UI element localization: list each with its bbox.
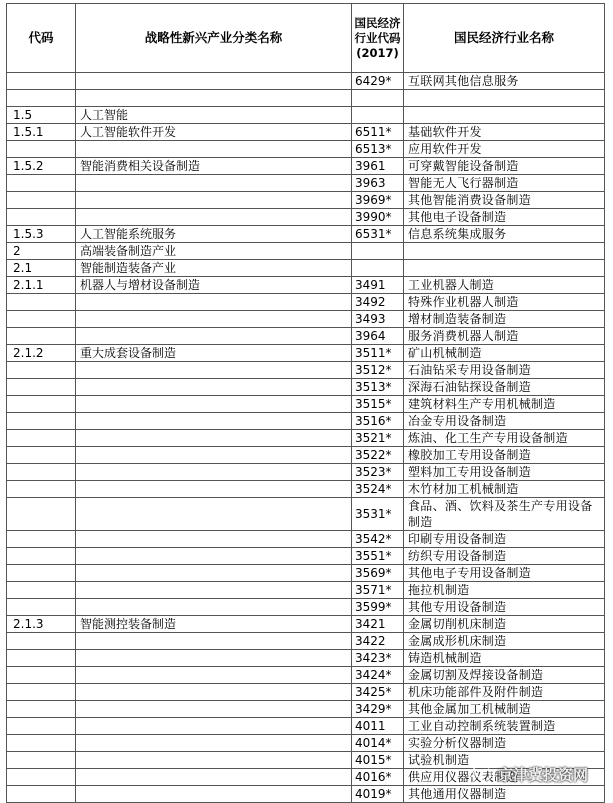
table-row <box>7 90 605 107</box>
row-code-cell: 1.5.2 <box>7 158 76 175</box>
row-code-cell <box>7 531 76 548</box>
row-code-cell <box>7 362 76 379</box>
table-row <box>7 277 605 294</box>
row-industry-name-cell: 印刷专用设备制造 <box>404 531 605 548</box>
row-industry-code-cell: 3531* <box>352 498 404 531</box>
row-code-cell <box>7 447 76 464</box>
row-category-name-cell: 高端装备制造产业 <box>76 243 352 260</box>
table-row <box>7 667 605 684</box>
row-industry-code-cell: 3990* <box>352 209 404 226</box>
row-industry-code-cell: 6531* <box>352 226 404 243</box>
row-industry-name-cell: 供应用仪器仪表制造 <box>404 769 605 786</box>
row-category-name-cell: 人工智能 <box>76 107 352 124</box>
row-category-name-cell <box>76 718 352 735</box>
row-category-name-cell: 重大成套设备制造 <box>76 345 352 362</box>
row-code-cell <box>7 379 76 396</box>
row-industry-code-cell: 3492 <box>352 294 404 311</box>
row-industry-code-cell: 3571* <box>352 582 404 599</box>
table-row <box>7 192 605 209</box>
row-category-name-cell <box>76 565 352 582</box>
row-industry-name-cell: 信息系统集成服务 <box>404 226 605 243</box>
row-code-cell <box>7 498 76 531</box>
row-industry-name-cell: 铸造机械制造 <box>404 650 605 667</box>
row-industry-code-cell: 3424* <box>352 667 404 684</box>
row-industry-name-cell: 深海石油钻探设备制造 <box>404 379 605 396</box>
row-category-name-cell <box>76 769 352 786</box>
row-code-cell <box>7 141 76 158</box>
table-row <box>7 175 605 192</box>
row-industry-code-cell: 3421 <box>352 616 404 633</box>
row-code-cell <box>7 73 76 90</box>
row-industry-code-cell: 3523* <box>352 464 404 481</box>
row-industry-name-cell: 实验分析仪器制造 <box>404 735 605 752</box>
table-row <box>7 684 605 701</box>
row-industry-code-cell: 3964 <box>352 328 404 345</box>
table-body <box>7 73 605 803</box>
row-category-name-cell <box>76 498 352 531</box>
row-category-name-cell <box>76 582 352 599</box>
row-code-cell <box>7 209 76 226</box>
table-row <box>7 311 605 328</box>
row-industry-code-cell: 3491 <box>352 277 404 294</box>
row-industry-code-cell: 4016* <box>352 769 404 786</box>
row-category-name-cell <box>76 548 352 565</box>
row-industry-name-cell: 工业自动控制系统装置制造 <box>404 718 605 735</box>
row-code-cell <box>7 769 76 786</box>
row-code-cell: 2.1.3 <box>7 616 76 633</box>
row-code-cell <box>7 718 76 735</box>
row-category-name-cell <box>76 73 352 90</box>
row-industry-code-cell: 3963 <box>352 175 404 192</box>
row-industry-name-cell: 工业机器人制造 <box>404 277 605 294</box>
row-code-cell <box>7 599 76 616</box>
row-industry-name-cell <box>404 107 605 124</box>
row-industry-code-cell: 3425* <box>352 684 404 701</box>
row-industry-code-cell: 6511* <box>352 124 404 141</box>
row-category-name-cell <box>76 599 352 616</box>
dotted-logo-icon <box>470 763 492 785</box>
header-industry-name: 国民经济行业名称 <box>404 4 605 73</box>
row-category-name-cell <box>76 735 352 752</box>
row-category-name-cell <box>76 141 352 158</box>
row-industry-code-cell: 3423* <box>352 650 404 667</box>
table-row <box>7 243 605 260</box>
table-row <box>7 531 605 548</box>
row-industry-code-cell: 3429* <box>352 701 404 718</box>
row-industry-code-cell: 3524* <box>352 481 404 498</box>
row-category-name-cell <box>76 362 352 379</box>
row-category-name-cell <box>76 531 352 548</box>
row-code-cell <box>7 294 76 311</box>
row-code-cell <box>7 548 76 565</box>
row-industry-code-cell: 3569* <box>352 565 404 582</box>
row-industry-name-cell: 拖拉机制造 <box>404 582 605 599</box>
row-industry-name-cell: 其他专用设备制造 <box>404 599 605 616</box>
row-industry-name-cell: 橡胶加工专用设备制造 <box>404 447 605 464</box>
row-code-cell <box>7 430 76 447</box>
row-industry-code-cell: 3521* <box>352 430 404 447</box>
table-row <box>7 548 605 565</box>
row-category-name-cell: 智能制造装备产业 <box>76 260 352 277</box>
row-category-name-cell: 机器人与增材设备制造 <box>76 277 352 294</box>
row-industry-code-cell: 3522* <box>352 447 404 464</box>
table-row <box>7 345 605 362</box>
row-category-name-cell <box>76 209 352 226</box>
row-industry-name-cell: 木竹材加工机械制造 <box>404 481 605 498</box>
table-row <box>7 633 605 650</box>
row-category-name-cell <box>76 311 352 328</box>
row-category-name-cell <box>76 447 352 464</box>
row-code-cell <box>7 90 76 107</box>
row-industry-code-cell <box>352 260 404 277</box>
row-category-name-cell <box>76 684 352 701</box>
row-industry-code-cell: 6429* <box>352 73 404 90</box>
row-category-name-cell <box>76 413 352 430</box>
row-industry-name-cell <box>404 260 605 277</box>
row-industry-code-cell: 3512* <box>352 362 404 379</box>
row-industry-code-cell: 3493 <box>352 311 404 328</box>
table-row <box>7 379 605 396</box>
row-code-cell <box>7 701 76 718</box>
table-row <box>7 650 605 667</box>
table-row <box>7 447 605 464</box>
row-category-name-cell <box>76 633 352 650</box>
row-code-cell <box>7 752 76 769</box>
row-industry-name-cell: 石油钻采专用设备制造 <box>404 362 605 379</box>
table-row <box>7 735 605 752</box>
watermark <box>470 760 588 788</box>
row-code-cell: 1.5 <box>7 107 76 124</box>
table-row <box>7 141 605 158</box>
row-industry-code-cell: 6513* <box>352 141 404 158</box>
row-industry-name-cell: 应用软件开发 <box>404 141 605 158</box>
row-code-cell <box>7 650 76 667</box>
table-row <box>7 413 605 430</box>
table-row <box>7 294 605 311</box>
row-industry-code-cell: 3516* <box>352 413 404 430</box>
row-category-name-cell <box>76 192 352 209</box>
row-category-name-cell: 人工智能软件开发 <box>76 124 352 141</box>
row-category-name-cell <box>76 379 352 396</box>
row-industry-code-cell: 3551* <box>352 548 404 565</box>
row-category-name-cell <box>76 294 352 311</box>
row-code-cell <box>7 464 76 481</box>
row-industry-name-cell: 金属切割及焊接设备制造 <box>404 667 605 684</box>
row-code-cell <box>7 582 76 599</box>
row-industry-code-cell <box>352 90 404 107</box>
row-industry-code-cell: 4019* <box>352 786 404 803</box>
row-industry-name-cell <box>404 243 605 260</box>
table-row <box>7 396 605 413</box>
table-row <box>7 158 605 175</box>
row-code-cell <box>7 481 76 498</box>
row-industry-code-cell: 3422 <box>352 633 404 650</box>
row-industry-code-cell: 3542* <box>352 531 404 548</box>
header-code: 代码 <box>7 4 76 73</box>
row-industry-name-cell: 塑料加工专用设备制造 <box>404 464 605 481</box>
row-code-cell <box>7 667 76 684</box>
row-industry-name-cell: 其他金属加工机械制造 <box>404 701 605 718</box>
row-industry-code-cell: 3513* <box>352 379 404 396</box>
row-code-cell <box>7 328 76 345</box>
table-row <box>7 599 605 616</box>
row-code-cell: 1.5.3 <box>7 226 76 243</box>
table-header-row <box>7 4 605 73</box>
table-row <box>7 209 605 226</box>
row-industry-name-cell: 特殊作业机器人制造 <box>404 294 605 311</box>
table-row <box>7 616 605 633</box>
table-row <box>7 124 605 141</box>
row-industry-name-cell: 其他智能消费设备制造 <box>404 192 605 209</box>
row-category-name-cell: 人工智能系统服务 <box>76 226 352 243</box>
watermark-text: 京津冀投资网 <box>498 765 589 784</box>
row-industry-name-cell: 矿山机械制造 <box>404 345 605 362</box>
row-category-name-cell <box>76 430 352 447</box>
row-code-cell <box>7 565 76 582</box>
row-category-name-cell <box>76 752 352 769</box>
row-industry-name-cell: 金属成形机床制造 <box>404 633 605 650</box>
row-industry-name-cell: 纺织专用设备制造 <box>404 548 605 565</box>
row-industry-name-cell <box>404 90 605 107</box>
table-row <box>7 464 605 481</box>
row-code-cell <box>7 633 76 650</box>
table-row <box>7 430 605 447</box>
row-code-cell <box>7 396 76 413</box>
row-industry-code-cell: 3599* <box>352 599 404 616</box>
row-category-name-cell <box>76 650 352 667</box>
row-industry-name-cell: 冶金专用设备制造 <box>404 413 605 430</box>
row-industry-code-cell: 3515* <box>352 396 404 413</box>
row-industry-name-cell: 基础软件开发 <box>404 124 605 141</box>
header-category-name: 战略性新兴产业分类名称 <box>76 4 352 73</box>
table-row <box>7 498 605 531</box>
row-category-name-cell <box>76 701 352 718</box>
row-industry-name-cell: 其他电子专用设备制造 <box>404 565 605 582</box>
row-category-name-cell <box>76 481 352 498</box>
row-industry-code-cell: 4011 <box>352 718 404 735</box>
row-category-name-cell: 智能消费相关设备制造 <box>76 158 352 175</box>
row-industry-name-cell: 可穿戴智能设备制造 <box>404 158 605 175</box>
table-row <box>7 73 605 90</box>
table-row <box>7 481 605 498</box>
row-code-cell: 1.5.1 <box>7 124 76 141</box>
row-industry-name-cell: 建筑材料生产专用机械制造 <box>404 396 605 413</box>
row-industry-name-cell: 互联网其他信息服务 <box>404 73 605 90</box>
row-category-name-cell: 智能测控装备制造 <box>76 616 352 633</box>
row-industry-name-cell: 其他通用仪器制造 <box>404 786 605 803</box>
row-code-cell: 2 <box>7 243 76 260</box>
row-industry-code-cell: 3961 <box>352 158 404 175</box>
row-code-cell <box>7 311 76 328</box>
row-industry-name-cell: 食品、酒、饮料及茶生产专用设备制造 <box>404 498 605 531</box>
row-category-name-cell <box>76 328 352 345</box>
industry-classification-table <box>6 3 605 803</box>
row-industry-name-cell: 智能无人飞行器制造 <box>404 175 605 192</box>
table-row <box>7 226 605 243</box>
table-row <box>7 107 605 124</box>
table-row <box>7 260 605 277</box>
row-code-cell: 2.1.2 <box>7 345 76 362</box>
table-row <box>7 718 605 735</box>
row-category-name-cell <box>76 396 352 413</box>
row-code-cell <box>7 175 76 192</box>
row-category-name-cell <box>76 90 352 107</box>
row-industry-name-cell: 金属切削机床制造 <box>404 616 605 633</box>
row-industry-code-cell <box>352 243 404 260</box>
row-industry-name-cell: 增材制造装备制造 <box>404 311 605 328</box>
row-industry-code-cell: 3511* <box>352 345 404 362</box>
row-category-name-cell <box>76 667 352 684</box>
header-industry-code: 国民经济行业代码(2017) <box>352 4 404 73</box>
table-row <box>7 362 605 379</box>
row-category-name-cell <box>76 464 352 481</box>
row-code-cell: 2.1.1 <box>7 277 76 294</box>
row-industry-name-cell: 服务消费机器人制造 <box>404 328 605 345</box>
table-row <box>7 582 605 599</box>
table-row <box>7 565 605 582</box>
row-industry-name-cell: 试验机制造 <box>404 752 605 769</box>
row-industry-code-cell: 4015* <box>352 752 404 769</box>
row-industry-name-cell: 机床功能部件及附件制造 <box>404 684 605 701</box>
row-industry-code-cell: 3969* <box>352 192 404 209</box>
row-code-cell: 2.1 <box>7 260 76 277</box>
row-code-cell <box>7 192 76 209</box>
row-code-cell <box>7 413 76 430</box>
row-category-name-cell <box>76 175 352 192</box>
row-industry-name-cell: 其他电子设备制造 <box>404 209 605 226</box>
row-industry-code-cell <box>352 107 404 124</box>
table-row <box>7 328 605 345</box>
row-industry-name-cell: 炼油、化工生产专用设备制造 <box>404 430 605 447</box>
row-industry-code-cell: 4014* <box>352 735 404 752</box>
table-row <box>7 701 605 718</box>
row-code-cell <box>7 735 76 752</box>
row-code-cell <box>7 684 76 701</box>
